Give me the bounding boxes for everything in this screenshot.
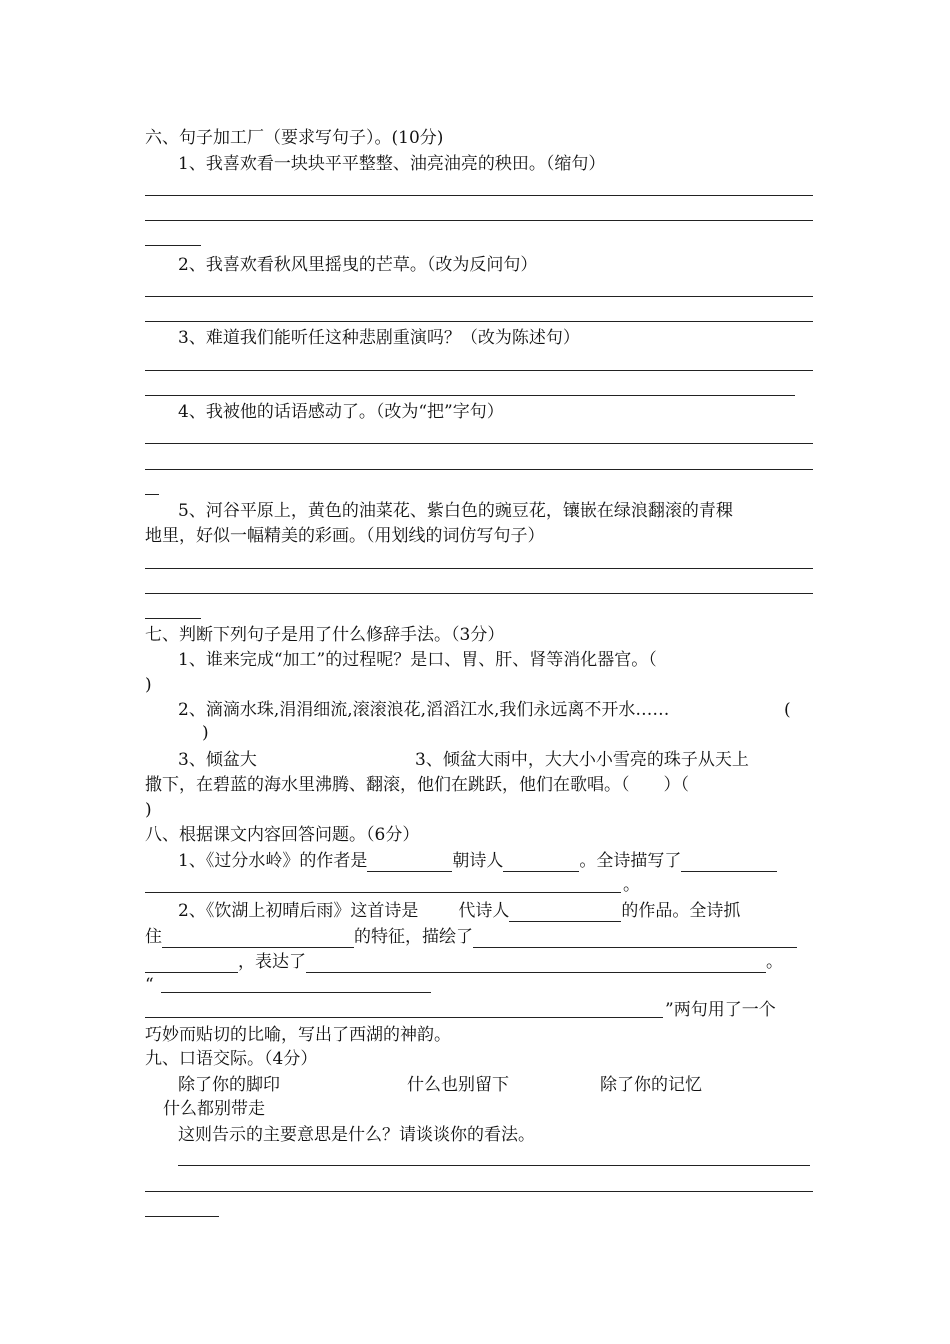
answer-line[interactable]	[145, 220, 813, 221]
description-blank[interactable]	[681, 855, 777, 872]
s7-question-1: 1、谁来完成“加工”的过程呢？是口、胃、肝、肾等消化器官。（	[178, 650, 657, 670]
s8-q2-text-h: ”两句用了一个	[665, 1000, 776, 1020]
s8-q2-text-i: 巧妙而贴切的比喻，写出了西湖的神韵。	[145, 1025, 451, 1045]
answer-line[interactable]	[161, 992, 431, 993]
s7-question-3-line-1: 3、倾盆大雨中，大大小小雪亮的珠子从天上	[415, 750, 749, 770]
s8-q2-text-e: 的特征，描绘了	[354, 927, 473, 947]
s7-question-2-open: (	[784, 700, 791, 720]
answer-line[interactable]	[145, 370, 813, 371]
s8-q1-end: 。	[623, 875, 640, 895]
s6-question-5-line-2: 地里，好似一幅精美的彩画。（用划线的词仿写句子）	[145, 526, 545, 546]
s6-question-4: 4、我被他的话语感动了。（改为“把”字句）	[178, 402, 504, 422]
s8-q1-text-c: 。全诗描写了	[579, 851, 682, 871]
s9-question: 这则告示的主要意思是什么？请谈谈你的看法。	[178, 1125, 535, 1145]
answer-line[interactable]	[145, 395, 795, 396]
answer-line[interactable]	[145, 443, 813, 444]
section-8-title: 八、根据课文内容回答问题。（6分）	[145, 825, 420, 845]
s8-question-2-line-1	[178, 900, 740, 922]
feeling-blank[interactable]	[306, 956, 766, 973]
section-6-title: 六、句子加工厂（要求写句子）。(10分)	[145, 128, 444, 148]
s7-question-1-close: )	[145, 675, 152, 695]
answer-line[interactable]	[145, 494, 159, 495]
s8-q2-text-f: ，表达了	[238, 952, 306, 972]
answer-line[interactable]	[145, 245, 201, 246]
scene-blank[interactable]	[473, 931, 797, 948]
answer-line[interactable]	[145, 618, 201, 619]
s7-question-3-close: )	[145, 800, 152, 820]
s8-question-1-line-1	[178, 850, 777, 872]
s7-question-3-fragment: 3、倾盆大	[178, 750, 257, 770]
s8-q1-text-b: 朝诗人	[452, 851, 504, 871]
answer-line[interactable]	[145, 568, 813, 569]
answer-line[interactable]	[178, 1165, 810, 1166]
answer-line[interactable]	[145, 1191, 813, 1192]
answer-line[interactable]	[145, 469, 813, 470]
answer-line[interactable]	[145, 321, 813, 322]
notice-line-2: 什么也别留下	[407, 1075, 509, 1095]
notice-line-1: 除了你的脚印	[178, 1075, 280, 1095]
s7-question-2: 2、滴滴水珠,涓涓细流,滚滚浪花,滔滔江水,我们永远离不开水……	[178, 700, 670, 720]
s8-q2-text-g: 。	[766, 952, 783, 972]
s8-quote-open: “	[145, 975, 154, 995]
notice-line-3: 除了你的记忆	[600, 1075, 702, 1095]
poet-blank[interactable]	[503, 855, 579, 872]
answer-line[interactable]	[145, 593, 813, 594]
answer-line[interactable]	[145, 1216, 219, 1217]
s8-question-2-line-3	[145, 951, 783, 973]
s8-q2-text-d: 住	[145, 927, 162, 947]
s8-q2-text-b: 代诗人	[458, 901, 510, 921]
poet-blank[interactable]	[509, 905, 621, 922]
s8-question-2-line-2	[145, 926, 797, 948]
s6-question-1: 1、我喜欢看一块块平平整整、油亮油亮的秧田。（缩句）	[178, 154, 606, 174]
section-7-title: 七、判断下列句子是用了什么修辞手法。（3分）	[145, 625, 505, 645]
answer-line[interactable]	[145, 892, 621, 893]
scene-blank[interactable]	[145, 956, 238, 973]
author-blank[interactable]	[367, 855, 452, 872]
answer-line[interactable]	[145, 1017, 663, 1018]
answer-line[interactable]	[145, 296, 813, 297]
s7-question-2-close: )	[202, 723, 209, 743]
notice-line-4: 什么都别带走	[163, 1099, 265, 1119]
s8-q1-text-a: 1、《过分水岭》的作者是	[178, 851, 368, 871]
answer-line[interactable]	[145, 195, 813, 196]
s6-question-3: 3、难道我们能听任这种悲剧重演吗？（改为陈述句）	[178, 328, 580, 348]
s7-question-3-line-2: 撒下，在碧蓝的海水里沸腾、翻滚，他们在跳跃，他们在歌唱。（ ）（	[145, 775, 689, 795]
section-9-title: 九、口语交际。（4分）	[145, 1049, 318, 1069]
feature-blank[interactable]	[162, 931, 354, 948]
s6-question-2: 2、我喜欢看秋风里摇曳的芒草。（改为反问句）	[178, 255, 538, 275]
s8-q2-text-a: 2、《饮湖上初晴后雨》这首诗是	[178, 901, 419, 921]
s8-q2-text-c: 的作品。全诗抓	[621, 901, 741, 921]
s6-question-5-line-1: 5、河谷平原上，黄色的油菜花、紫白色的豌豆花，镶嵌在绿浪翻滚的青稞	[178, 501, 733, 521]
